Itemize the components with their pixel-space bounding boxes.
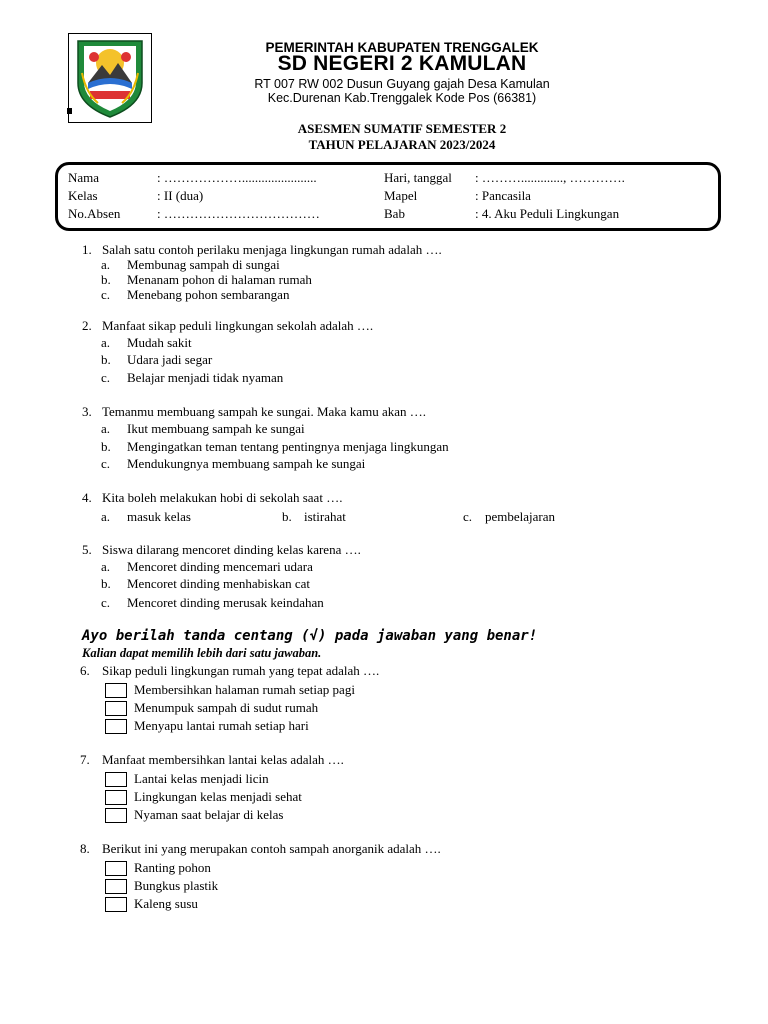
question-number: 1. (82, 242, 92, 257)
bullet-dot (67, 108, 72, 114)
question-text: Temanmu membuang sampah ke sungai. Maka kamu akan …. (102, 404, 427, 419)
option-letter: c. (101, 370, 111, 385)
answer-checkbox[interactable] (105, 683, 127, 698)
option-letter: a. (101, 421, 111, 436)
question-text: Manfaat membersihkan lantai kelas adalah …. (102, 752, 344, 767)
hari-field[interactable]: : ………............., …………. (475, 170, 625, 185)
answer-checkbox[interactable] (105, 808, 127, 823)
question-number: 2. (82, 318, 92, 333)
checkbox-option-label: Membersihkan halaman rumah setiap pagi (134, 682, 355, 697)
answer-checkbox[interactable] (105, 701, 127, 716)
answer-option[interactable]: masuk kelas (127, 509, 191, 524)
kelas-label: Kelas (68, 188, 98, 203)
answer-option[interactable]: Ikut membuang sampah ke sungai (127, 421, 305, 436)
address-line-1: RT 007 RW 002 Dusun Guyang gajah Desa Kamulan (254, 77, 550, 91)
option-letter: c. (101, 456, 111, 471)
question-text: Berikut ini yang merupakan contoh sampah anorganik adalah …. (102, 841, 441, 856)
question-text: Salah satu contoh perilaku menjaga lingkungan rumah adalah …. (102, 242, 442, 257)
answer-option[interactable]: Mencoret dinding merusak keindahan (127, 595, 324, 610)
option-letter: c. (101, 287, 111, 302)
checkbox-option-label: Menyapu lantai rumah setiap hari (134, 718, 309, 733)
checkbox-option-label: Ranting pohon (134, 860, 211, 875)
answer-option[interactable]: istirahat (304, 509, 346, 524)
nama-field[interactable]: : ………………....................... (157, 170, 317, 185)
option-letter: a. (101, 509, 111, 524)
regency-logo (68, 33, 152, 123)
question-number: 3. (82, 404, 92, 419)
checkbox-instruction-sub: Kalian dapat memilih lebih dari satu jawaban. (82, 646, 322, 660)
option-letter: a. (101, 559, 111, 574)
school-name: SD NEGERI 2 KAMULAN (277, 52, 527, 75)
answer-checkbox[interactable] (105, 861, 127, 876)
option-letter: b. (282, 509, 292, 524)
option-letter: b. (101, 352, 111, 367)
answer-option[interactable]: Mendukungnya membuang sampah ke sungai (127, 456, 366, 471)
question-text: Kita boleh melakukan hobi di sekolah saat …. (102, 490, 343, 505)
answer-checkbox[interactable] (105, 897, 127, 912)
absen-label: No.Absen (68, 206, 121, 221)
question-number: 8. (80, 841, 90, 856)
checkbox-option-label: Kaleng susu (134, 896, 198, 911)
checkbox-option-label: Nyaman saat belajar di kelas (134, 807, 284, 822)
answer-option[interactable]: Udara jadi segar (127, 352, 213, 367)
answer-option[interactable]: Mudah sakit (127, 335, 192, 350)
bab-label: Bab (384, 206, 405, 221)
answer-option[interactable]: Mengingatkan teman tentang pentingnya menjaga lingkungan (127, 439, 449, 454)
checkbox-option-label: Bungkus plastik (134, 878, 219, 893)
mapel-value: : Pancasila (475, 188, 531, 203)
answer-checkbox[interactable] (105, 719, 127, 734)
question-number: 5. (82, 542, 92, 557)
answer-option[interactable]: Menanam pohon di halaman rumah (127, 272, 312, 287)
answer-option[interactable]: Mencoret dinding mencemari udara (127, 559, 313, 574)
answer-option[interactable]: Belajar menjadi tidak nyaman (127, 370, 284, 385)
exam-year: TAHUN PELAJARAN 2023/2024 (308, 137, 496, 152)
question-text: Sikap peduli lingkungan rumah yang tepat adalah …. (102, 663, 380, 678)
kelas-value: : II (dua) (157, 188, 204, 203)
answer-option[interactable]: Membunag sampah di sungai (127, 257, 280, 272)
checkbox-instruction: Ayo berilah tanda centang (√) pada jawaban yang benar! (82, 628, 538, 644)
option-letter: b. (101, 272, 111, 287)
question-number: 6. (80, 663, 90, 678)
address-line-2: Kec.Durenan Kab.Trenggalek Kode Pos (66381) (267, 91, 537, 105)
option-letter: b. (101, 576, 111, 591)
absen-field[interactable]: : ……………………………… (157, 206, 320, 221)
option-letter: b. (101, 439, 111, 454)
checkbox-option-label: Menumpuk sampah di sudut rumah (134, 700, 319, 715)
option-letter: a. (101, 335, 111, 350)
answer-option[interactable]: pembelajaran (485, 509, 556, 524)
exam-title: ASESMEN SUMATIF SEMESTER 2 (297, 121, 507, 136)
checkbox-option-label: Lantai kelas menjadi licin (134, 771, 269, 786)
option-letter: a. (101, 257, 111, 272)
checkbox-option-label: Lingkungan kelas menjadi sehat (134, 789, 302, 804)
question-number: 7. (80, 752, 90, 767)
question-number: 4. (82, 490, 92, 505)
answer-option[interactable]: Mencoret dinding menhabiskan cat (127, 576, 311, 591)
government-name: PEMERINTAH KABUPATEN TRENGGALEK (265, 40, 539, 55)
answer-checkbox[interactable] (105, 790, 127, 805)
option-letter: c. (101, 595, 111, 610)
answer-option[interactable]: Menebang pohon sembarangan (127, 287, 290, 302)
mapel-label: Mapel (384, 188, 418, 203)
nama-label: Nama (68, 170, 100, 185)
option-letter: c. (463, 509, 473, 524)
answer-checkbox[interactable] (105, 772, 127, 787)
hari-label: Hari, tanggal (384, 170, 452, 185)
answer-checkbox[interactable] (105, 879, 127, 894)
bab-value: : 4. Aku Peduli Lingkungan (475, 206, 620, 221)
question-text: Siswa dilarang mencoret dinding kelas karena …. (102, 542, 361, 557)
question-text: Manfaat sikap peduli lingkungan sekolah adalah …. (102, 318, 374, 333)
